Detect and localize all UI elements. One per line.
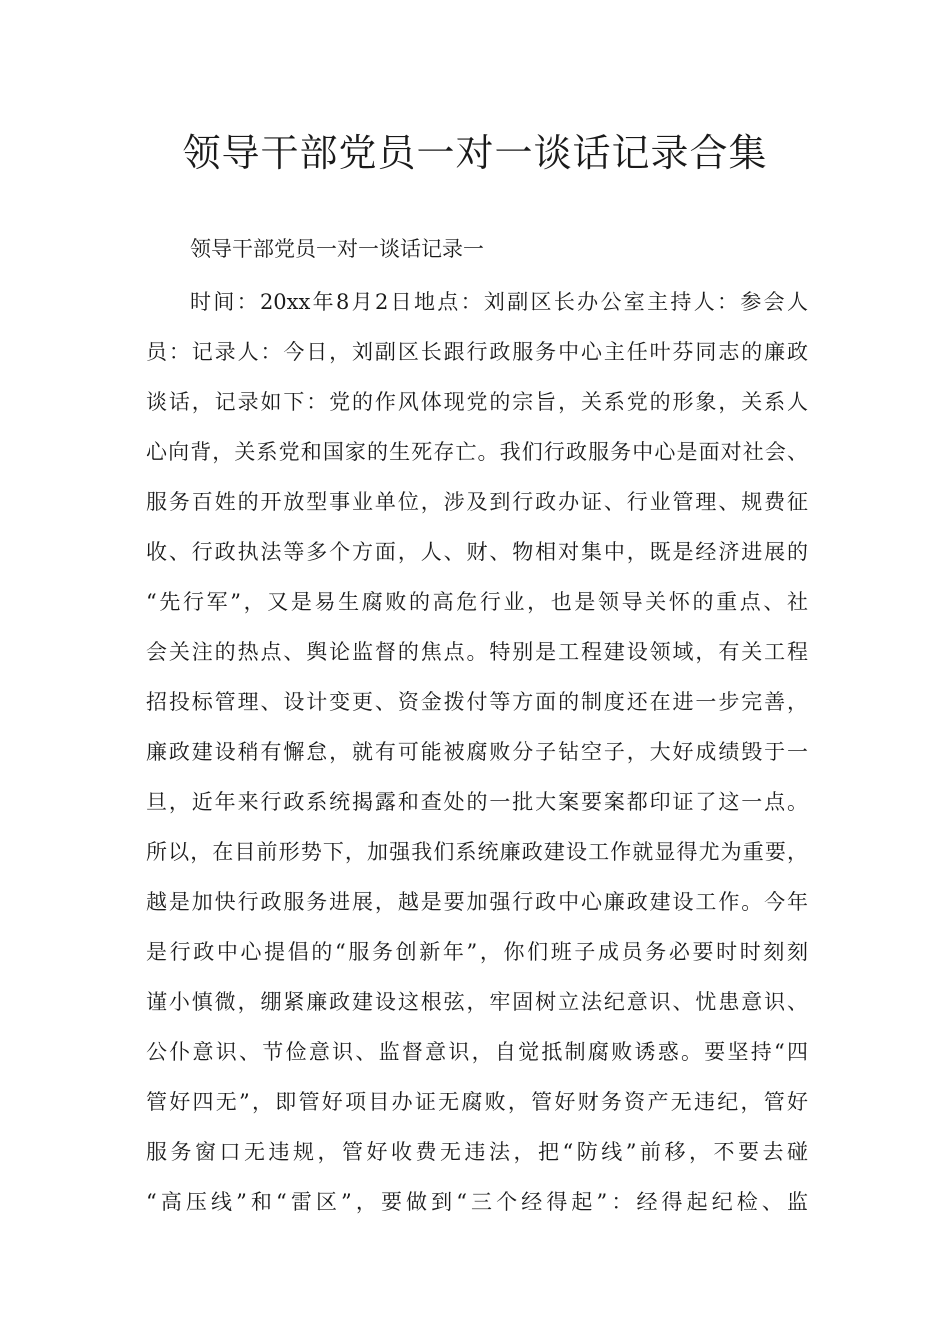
section-heading: 领导干部党员一对一谈话记录一 [190,237,484,261]
body-line: 是行政中心提倡的“服务创新年”，你们班子成员务必要时时刻刻 [146,940,808,964]
body-line: 越是加快行政服务进展，越是要加强行政中心廉政建设工作。今年 [146,890,808,914]
body-text [146,287,826,1237]
body-line: 心向背，关系党和国家的生死存亡。我们行政服务中心是面对社会、 [146,440,808,464]
body-line: 旦，近年来行政系统揭露和查处的一批大案要案都印证了这一点。 [146,790,808,814]
body-line: 收、行政执法等多个方面，人、财、物相对集中，既是经济进展的 [146,540,808,564]
body-line: 时间：20xx年8月2日地点：刘副区长办公室主持人：参会人 [190,290,808,314]
body-line: “高压线”和“雷区”，要做到“三个经得起”：经得起纪检、监 [146,1190,808,1214]
body-line: 员：记录人：今日，刘副区长跟行政服务中心主任叶芬同志的廉政 [146,340,808,364]
document-title: 领导干部党员一对一谈话记录合集 [182,131,768,175]
body-line: 招投标管理、设计变更、资金拨付等方面的制度还在进一步完善， [146,690,808,714]
body-line: 管好四无”，即管好项目办证无腐败，管好财务资产无违纪，管好 [146,1090,808,1114]
body-line: “先行军”，又是易生腐败的高危行业，也是领导关怀的重点、社 [146,590,808,614]
body-line: 廉政建设稍有懈怠，就有可能被腐败分子钻空子，大好成绩毁于一 [146,740,808,764]
body-line: 谨小慎微，绷紧廉政建设这根弦，牢固树立法纪意识、忧患意识、 [146,990,808,1014]
body-line: 谈话，记录如下：党的作风体现党的宗旨，关系党的形象，关系人 [146,390,808,414]
body-line: 会关注的热点、舆论监督的焦点。特别是工程建设领域，有关工程 [146,640,808,664]
body-line: 公仆意识、节俭意识、监督意识，自觉抵制腐败诱惑。要坚持“四 [146,1040,808,1064]
body-line: 所以，在目前形势下，加强我们系统廉政建设工作就显得尤为重要， [146,840,808,864]
body-line: 服务百姓的开放型事业单位，涉及到行政办证、行业管理、规费征 [146,490,808,514]
body-line: 服务窗口无违规，管好收费无违法，把“防线”前移，不要去碰 [146,1140,808,1164]
